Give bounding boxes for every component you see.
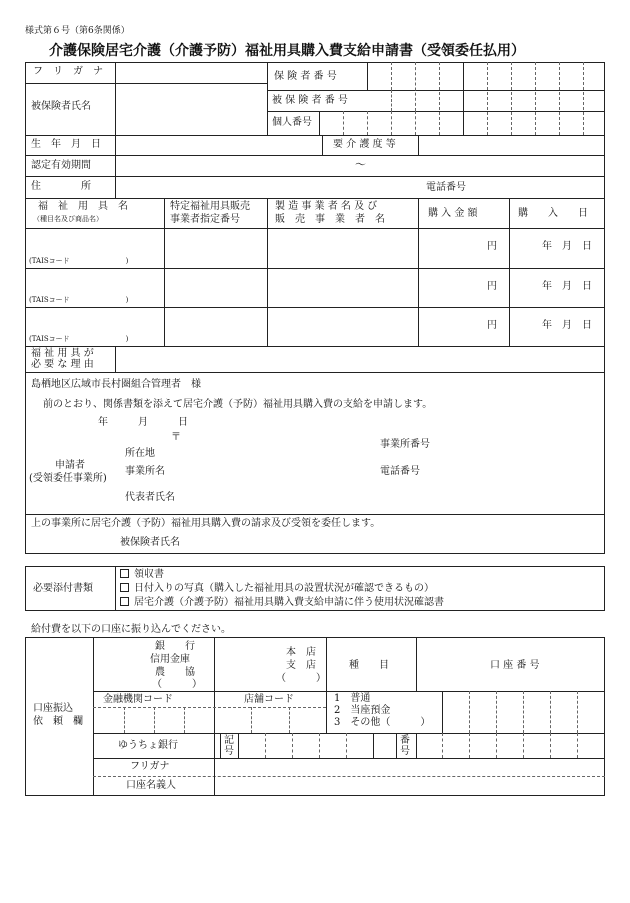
equipment-input[interactable] xyxy=(26,308,163,334)
reason-input[interactable] xyxy=(116,347,604,371)
purchase-date: 年 月 日 xyxy=(542,241,592,252)
office-number-label: 事業所番号 xyxy=(380,439,430,450)
bangou-label: 番 xyxy=(400,735,410,746)
col-dealer: 特定福祉用具販売 xyxy=(170,201,250,212)
account-kind-option[interactable]: 1 普通 xyxy=(334,693,371,704)
holder-furigana-label: フリガナ xyxy=(130,761,170,772)
kigou-label: 記 xyxy=(224,735,234,746)
agri-coop-type: 農 協 xyxy=(155,667,195,678)
dob-label: 生 年 月 日 xyxy=(31,139,101,150)
tais-code: (TAISコード ) xyxy=(29,296,129,304)
checkbox[interactable] xyxy=(120,597,129,606)
purchase-date: 年 月 日 xyxy=(542,281,592,292)
phone-label: 電話番号 xyxy=(426,182,466,193)
form-number: 様式第６号（第6条関係） xyxy=(25,26,130,36)
applicant-label-2: (受領委任事業所) xyxy=(29,473,107,484)
purchase-date: 年 月 日 xyxy=(542,320,592,331)
bank-paren: （ ） xyxy=(152,679,202,690)
address-label: 住 所 xyxy=(31,181,91,192)
bangou-label-2: 号 xyxy=(400,746,410,757)
credit-union-type: 信用金庫 xyxy=(150,654,190,665)
insured-signature-label: 被保険者氏名 xyxy=(120,537,180,548)
reason-label: 福 祉 用 具 が xyxy=(31,348,94,359)
delegation-statement: 上の事業所に居宅介護（予防）福祉用具購入費の請求及び受領を委任します。 xyxy=(31,518,381,529)
addressee: 島栖地区広域市長村圏組合管理者 様 xyxy=(31,379,201,390)
insurer-number-label: 保 険 者 番 号 xyxy=(274,71,337,82)
account-kind-label: 種 目 xyxy=(349,660,389,671)
col-dealer-2: 事業者指定番号 xyxy=(170,214,240,225)
branch-code-label: 店舗コード xyxy=(244,694,294,705)
yen-unit: 円 xyxy=(487,241,497,252)
equipment-input[interactable] xyxy=(26,229,163,255)
personal-number-input[interactable] xyxy=(320,112,604,134)
checkbox[interactable] xyxy=(120,569,129,578)
page-title: 介護保険居宅介護（介護予防）福祉用具購入費支給申請書（受領委任払用） xyxy=(49,43,525,59)
location-label: 所在地 xyxy=(125,448,155,459)
applicant-label: 申請者 xyxy=(55,460,85,471)
yen-unit: 円 xyxy=(487,281,497,292)
tais-code: (TAISコード ) xyxy=(29,335,129,343)
bank-label-2: 依 頼 欄 xyxy=(33,716,83,727)
head-office-type: 本 店 xyxy=(286,647,316,658)
bank-label: 口座振込 xyxy=(33,703,73,714)
col-maker-2: 販 売 事 業 者 名 xyxy=(275,214,385,225)
col-equipment-sub: （種目名及び商品名） xyxy=(33,215,103,223)
application-statement: 前のとおり、関係書類を添えて居宅介護（予防）福祉用具購入費の支給を申請します。 xyxy=(43,399,433,410)
care-level-label: 要 介 護 度 等 xyxy=(333,139,396,150)
furigana-label: フ リ ガ ナ xyxy=(33,66,103,77)
cert-period-label: 認定有効期間 xyxy=(31,160,91,171)
account-kind-option[interactable]: 3 その他（ ） xyxy=(334,717,431,728)
attachment-item[interactable]: 居宅介護（介護予防）福祉用具購入費支給申請に伴う使用状況確認書 xyxy=(120,597,444,608)
checkbox[interactable] xyxy=(120,583,129,592)
account-holder-input[interactable] xyxy=(216,778,604,795)
cert-period-separator: ～ xyxy=(355,158,366,171)
dob-input[interactable] xyxy=(116,136,321,154)
reason-label-2: 必 要 な 理 由 xyxy=(31,359,94,370)
attachment-item[interactable]: 領収書 xyxy=(120,569,164,580)
insured-name-input[interactable] xyxy=(118,88,266,132)
business-name-label: 事業所名 xyxy=(125,466,165,477)
office-phone-label: 電話番号 xyxy=(380,466,420,477)
insured-number-label: 被 保 険 者 番 号 xyxy=(272,95,348,106)
application-date: 年 月 日 xyxy=(98,417,188,428)
col-date: 購 入 日 xyxy=(518,208,588,219)
bank-intro: 給付費を以下の口座に振り込んでください。 xyxy=(31,624,231,635)
representative-label: 代表者氏名 xyxy=(125,492,175,503)
holder-furigana-input[interactable] xyxy=(216,760,604,775)
postal-mark: 〒 xyxy=(171,432,181,443)
col-amount: 購 入 金 額 xyxy=(428,208,478,219)
yen-unit: 円 xyxy=(487,320,497,331)
attachment-item[interactable]: 日付入りの写真（購入した福祉用具の設置状況が確認できるもの） xyxy=(120,583,434,594)
col-equipment-name: 福 祉 用 具 名 xyxy=(38,201,128,212)
branch-office-type: 支 店 xyxy=(286,660,316,671)
bank-type: 銀 行 xyxy=(155,641,195,652)
institution-code-label: 金融機関コード xyxy=(103,694,173,705)
attachments-label: 必要添付書類 xyxy=(33,583,93,594)
branch-paren: （ ） xyxy=(276,673,326,684)
tais-code: (TAISコード ) xyxy=(29,257,129,265)
equipment-input[interactable] xyxy=(26,269,163,295)
furigana-input[interactable] xyxy=(118,66,266,82)
insured-number-input[interactable] xyxy=(368,91,604,110)
account-kind-option[interactable]: 2 当座預金 xyxy=(334,705,391,716)
kigou-label-2: 号 xyxy=(224,746,234,757)
yucho-bank-label: ゆうちょ銀行 xyxy=(118,740,178,751)
address-input[interactable] xyxy=(116,177,416,197)
insurer-number-input[interactable] xyxy=(368,63,604,89)
account-number-label: 口 座 番 号 xyxy=(490,660,540,671)
care-level-input[interactable] xyxy=(419,136,604,154)
personal-number-label: 個人番号 xyxy=(272,117,312,128)
col-maker: 製 造 事 業 者 名 及 び xyxy=(275,201,378,212)
insured-name-label: 被保険者氏名 xyxy=(31,101,91,112)
account-holder-label: 口座名義人 xyxy=(126,780,176,791)
